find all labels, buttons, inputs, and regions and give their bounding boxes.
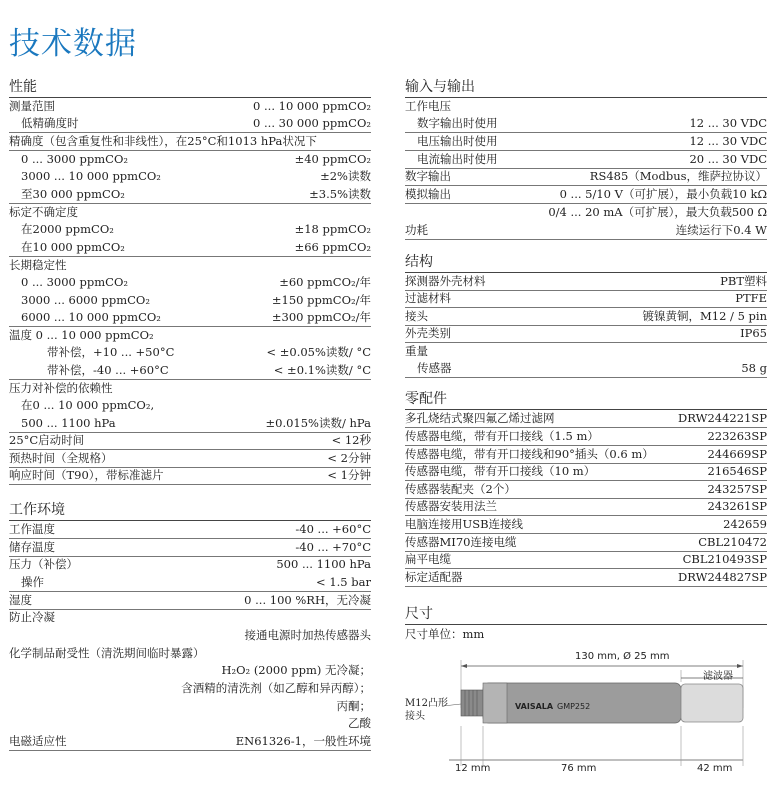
row-label: 数字输出 — [405, 169, 451, 183]
section-title-structure: 结构 — [405, 253, 767, 273]
row-value: -40 ... +60°C — [295, 522, 371, 536]
row-value: 0 ... 30 000 ppmCO₂ — [253, 116, 371, 130]
table-row — [9, 115, 371, 133]
row-label: 电流输出时使用 — [417, 152, 498, 166]
table-row — [9, 467, 371, 485]
row-label: 储存温度 — [9, 540, 55, 554]
table-row — [9, 574, 371, 592]
row-label: 响应时间（T90），带标准滤片 — [9, 468, 164, 482]
table-row — [405, 569, 767, 587]
row-label: 标定适配器 — [405, 570, 463, 584]
table-row — [405, 186, 767, 204]
row-value: CBL210493SP — [682, 552, 767, 566]
row-value: ±60 ppmCO₂/年 — [279, 275, 371, 289]
table-row — [405, 410, 767, 428]
row-label: 传感器安装用法兰 — [405, 499, 497, 513]
section-title-performance: 性能 — [9, 78, 371, 98]
row-value: < 1分钟 — [327, 468, 371, 482]
dimension-filter: 42 mm — [697, 763, 733, 774]
row-label: 温度 0 ... 10 000 ppmCO₂ — [9, 328, 154, 342]
row-value: PTFE — [735, 291, 767, 305]
table-row — [9, 521, 371, 539]
row-value: -40 ... +70°C — [295, 540, 371, 554]
row-value: 20 ... 30 VDC — [689, 152, 767, 166]
table-row — [9, 556, 371, 573]
table-row — [9, 539, 371, 557]
brand-logo: VAISALA — [515, 702, 554, 711]
table-row — [9, 662, 371, 679]
model-label: GMP252 — [557, 702, 591, 711]
row-value: ±2%读数 — [320, 169, 371, 183]
section-title-io: 输入与输出 — [405, 78, 767, 98]
row-label: 6000 ... 10 000 ppmCO₂ — [21, 310, 161, 324]
table-row — [405, 463, 767, 481]
row-value: 243261SP — [707, 499, 767, 513]
table-row — [9, 221, 371, 238]
table-row — [9, 309, 371, 327]
row-label: 3000 ... 6000 ppmCO₂ — [21, 293, 150, 307]
connector-label: M12凸形 — [405, 698, 448, 709]
row-label: 3000 ... 10 000 ppmCO₂ — [21, 169, 161, 183]
table-row — [9, 592, 371, 610]
table-row — [9, 680, 371, 697]
table-row — [9, 698, 371, 715]
table-row — [9, 98, 371, 115]
row-value: 0 ... 100 %RH，无冷凝 — [244, 593, 371, 607]
table-row — [9, 627, 371, 644]
row-value: 镀镍黄铜，M12 / 5 pin — [642, 309, 767, 323]
page-title: 技术数据 — [9, 26, 137, 62]
table-row — [9, 715, 371, 732]
row-label: 25°C启动时间 — [9, 433, 85, 447]
table-row — [9, 133, 371, 151]
row-value: ±300 ppmCO₂/年 — [271, 310, 371, 324]
table-row — [405, 133, 767, 151]
row-label: 化学制品耐受性（清洗期间临时暴露） — [9, 646, 205, 660]
row-label: 操作 — [21, 575, 44, 589]
row-label: 在2000 ppmCO₂ — [21, 222, 114, 236]
dimension-body: 76 mm — [561, 763, 597, 774]
table-row — [405, 343, 767, 360]
row-value: 12 ... 30 VDC — [689, 134, 767, 148]
row-label: 预热时间（全规格） — [9, 451, 113, 465]
row-label: 在10 000 ppmCO₂ — [21, 240, 125, 254]
table-row — [9, 609, 371, 626]
dimension-filter-label: 滤波器 — [703, 671, 733, 682]
row-label: 接头 — [405, 309, 428, 323]
row-label: 湿度 — [9, 593, 32, 607]
row-label: 多孔烧结式聚四氟乙烯过滤网 — [405, 411, 555, 425]
row-value: 216546SP — [707, 464, 767, 478]
row-value: 连续运行下0.4 W — [675, 223, 767, 237]
row-value: 丙酮； — [336, 699, 371, 713]
row-label: 模拟输出 — [405, 187, 451, 201]
row-label: 过滤材料 — [405, 291, 451, 305]
table-row — [405, 98, 767, 115]
table-row — [405, 308, 767, 326]
row-label: 0 ... 3000 ppmCO₂ — [21, 275, 128, 289]
row-label: 0 ... 3000 ppmCO₂ — [21, 152, 128, 166]
row-value: RS485（Modbus，维萨拉协议） — [589, 169, 767, 183]
table-row — [405, 325, 767, 343]
table-row — [9, 274, 371, 291]
row-label: 测量范围 — [9, 99, 55, 113]
row-value: EN61326-1，一般性环境 — [235, 734, 371, 748]
row-value: 242659 — [723, 517, 767, 531]
section-title-accessories: 零配件 — [405, 390, 767, 410]
row-label: 低精确度时 — [21, 116, 79, 130]
row-label: 重量 — [405, 344, 428, 358]
row-value: 223263SP — [707, 429, 767, 443]
row-label: 传感器电缆，带有开口接线和90°插头（0.6 m） — [405, 447, 654, 461]
row-value: ±150 ppmCO₂/年 — [271, 293, 371, 307]
row-label: 扁平电缆 — [405, 552, 451, 566]
row-value: ±18 ppmCO₂ — [294, 222, 371, 236]
row-label: 工作电压 — [405, 99, 451, 113]
row-value: < 12秒 — [331, 433, 371, 447]
row-value: 500 ... 1100 hPa — [276, 557, 371, 571]
dimension-overall: 130 mm, Ø 25 mm — [575, 651, 670, 662]
row-value: < ±0.1%读数/ °C — [273, 363, 371, 377]
table-row — [405, 551, 767, 569]
row-label: 电磁适应性 — [9, 734, 67, 748]
row-value: ±40 ppmCO₂ — [294, 152, 371, 166]
row-label: 至30 000 ppmCO₂ — [21, 187, 125, 201]
row-label: 功耗 — [405, 223, 428, 237]
row-value: ±66 ppmCO₂ — [294, 240, 371, 254]
row-value: 243257SP — [707, 482, 767, 496]
row-value: 含酒精的清洗剂（如乙醇和异丙醇）； — [181, 681, 371, 695]
table-row — [9, 397, 371, 414]
row-value: 0 ... 10 000 ppmCO₂ — [253, 99, 371, 113]
row-label: 数字输出时使用 — [417, 116, 498, 130]
table-row — [405, 290, 767, 308]
section-title-environment: 工作环境 — [9, 501, 371, 521]
dimension-connector: 12 mm — [455, 763, 491, 774]
table-row — [9, 733, 371, 751]
row-label: 工作温度 — [9, 522, 55, 536]
row-label: 长期稳定性 — [9, 258, 67, 272]
table-row — [405, 115, 767, 133]
row-value: 58 g — [741, 361, 767, 375]
table-row — [405, 446, 767, 464]
row-value: 0 ... 5/10 V（可扩展），最小负载10 kΩ — [559, 187, 767, 201]
table-row — [405, 168, 767, 186]
table-row — [405, 222, 767, 240]
table-row — [405, 516, 767, 534]
row-value: DRW244827SP — [678, 570, 767, 584]
table-row — [9, 380, 371, 397]
dimension-unit-line: 尺寸单位：mm — [405, 627, 485, 641]
row-label: 压力（补偿） — [9, 557, 78, 571]
row-value: < 2分钟 — [327, 451, 371, 465]
row-label: 传感器MI70连接电缆 — [405, 535, 517, 549]
row-label: 500 ... 1100 hPa — [21, 416, 116, 430]
table-row — [9, 151, 371, 168]
row-label: 在0 ... 10 000 ppmCO₂, — [21, 398, 155, 412]
section-title-dimensions: 尺寸 — [405, 605, 767, 625]
row-label: 标定不确定度 — [9, 205, 78, 219]
row-label: 探测器外壳材料 — [405, 274, 486, 288]
row-label: 电脑连接用USB连接线 — [405, 517, 524, 531]
table-row — [9, 168, 371, 185]
table-row — [405, 151, 767, 169]
table-row — [9, 186, 371, 204]
row-value: ±3.5%读数 — [309, 187, 371, 201]
table-row — [405, 498, 767, 516]
table-row — [9, 344, 371, 361]
table-row — [405, 428, 767, 446]
row-value: PBT塑料 — [720, 274, 767, 288]
row-value: IP65 — [740, 326, 767, 340]
row-value: 12 ... 30 VDC — [689, 116, 767, 130]
row-label: 电压输出时使用 — [417, 134, 498, 148]
row-label: 防止冷凝 — [9, 610, 55, 624]
row-value: ±0.015%读数/ hPa — [265, 416, 371, 430]
table-row — [405, 360, 767, 378]
table-row — [9, 327, 371, 344]
table-row — [9, 204, 371, 221]
row-label: 传感器装配夹（2个） — [405, 482, 516, 496]
row-value: 接通电源时加热传感器头 — [244, 628, 371, 642]
table-row — [9, 645, 371, 662]
row-value: DRW244221SP — [678, 411, 767, 425]
row-value: H₂O₂ (2000 ppm) 无冷凝； — [221, 663, 371, 677]
row-value: < 1.5 bar — [316, 575, 371, 589]
table-row — [405, 534, 767, 552]
table-row — [9, 415, 371, 433]
row-label: 传感器 — [417, 361, 452, 375]
row-label: 带补偿，+10 ... +50°C — [47, 345, 175, 359]
table-row — [9, 239, 371, 257]
row-label: 带补偿，-40 ... +60°C — [47, 363, 169, 377]
row-value: 0/4 ... 20 mA（可扩展），最大负载500 Ω — [548, 205, 767, 219]
table-row — [9, 257, 371, 274]
table-row — [405, 204, 767, 221]
table-row — [405, 273, 767, 291]
table-row — [9, 432, 371, 450]
row-label: 精确度（包含重复性和非线性），在25°C和1013 hPa状况下 — [9, 134, 317, 148]
table-row — [405, 481, 767, 499]
table-row — [9, 292, 371, 309]
row-label: 外壳类别 — [405, 326, 451, 340]
row-value: < ±0.05%读数/ °C — [266, 345, 371, 359]
row-label: 传感器电缆，带有开口接线（1.5 m） — [405, 429, 599, 443]
row-label: 压力对补偿的依赖性 — [9, 381, 113, 395]
connector-label-2: 接头 — [405, 711, 425, 722]
row-value: CBL210472 — [698, 535, 767, 549]
row-label: 传感器电缆，带有开口接线（10 m） — [405, 464, 596, 478]
row-value: 乙酸 — [348, 716, 371, 730]
table-row — [9, 450, 371, 468]
row-value: 244669SP — [707, 447, 767, 461]
table-row — [9, 362, 371, 380]
